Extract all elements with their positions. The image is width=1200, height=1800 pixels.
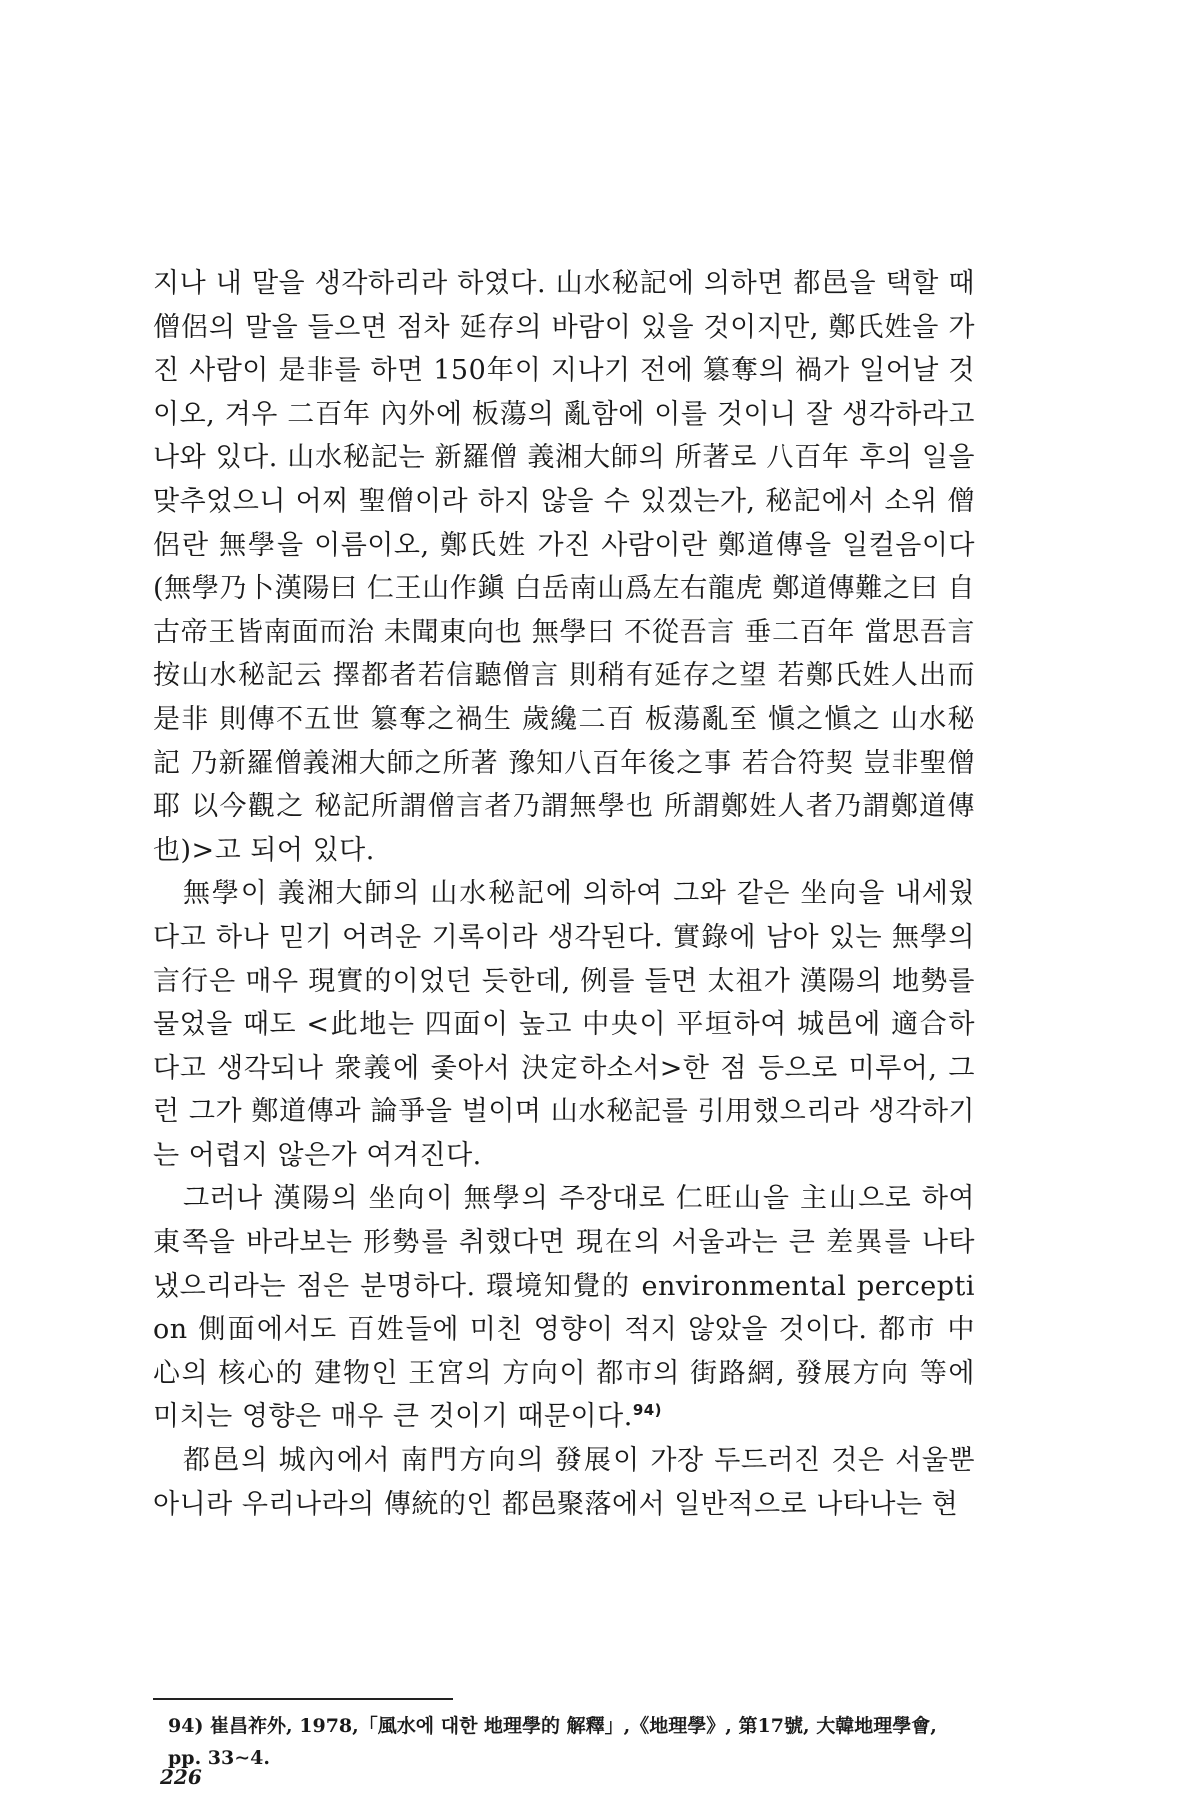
footnote-line-2: pp. 33∼4. bbox=[168, 1747, 270, 1769]
body-text bbox=[153, 262, 975, 1526]
footnote bbox=[168, 1710, 978, 1774]
paragraph-3-text: 그러나 漢陽의 坐向이 無學의 주장대로 仁旺山을 主山으로 하여 東쪽을 바라보는 形勢를 취했다면 現在의 서울과는 큰 差異를 나타냈으리라는 점은 분명하다. 環境知覺的 environmental perception 側面에서도 百姓들에 미친 영향이 적지 않았을 것이다. 都市 中心의 核心的 建物인 王宮의 方向이 都市의 街路網, 發展方向 等에 미치는 영향은 매우 큰 것이기 때문이다. bbox=[153, 1183, 975, 1433]
paragraph-2: 無學이 義湘大師의 山水秘記에 의하여 그와 같은 坐向을 내세웠다고 하나 믿기 어려운 기록이라 생각된다. 實錄에 남아 있는 無學의 言行은 매우 現實的이었던 듯한데, 例를 들면 太祖가 漢陽의 地勢를 물었을 때도 <此地는 四面이 높고 中央이 平垣하여 城邑에 適合하다고 생각되나 衆義에 좇아서 決定하소서>한 점 등으로 미루어, 그런 그가 鄭道傳과 論爭을 벌이며 山水秘記를 引用했으리라 생각하기는 어렵지 않은가 여겨진다. bbox=[153, 878, 975, 1171]
paragraph-4: 都邑의 城內에서 南門方向의 發展이 가장 두드러진 것은 서울뿐 아니라 우리나라의 傳統的인 都邑聚落에서 일반적으로 나타나는 현 bbox=[153, 1445, 975, 1520]
footnote-divider bbox=[153, 1698, 453, 1700]
footnote-line-1: 94) 崔昌祚外, 1978,「風水에 대한 地理學的 解釋」,《地理學》, 第17號, 大韓地理學會, bbox=[168, 1715, 937, 1737]
paragraph-3 bbox=[153, 1177, 975, 1439]
page-number: 226 bbox=[160, 1765, 202, 1789]
paragraph-1: 지나 내 말을 생각하리라 하였다. 山水秘記에 의하면 都邑을 택할 때 僧侶의 말을 들으면 점차 延存의 바람이 있을 것이지만, 鄭氏姓을 가진 사람이 是非를 하면 150年이 지나기 전에 簒奪의 禍가 일어날 것이오, 겨우 二百年 內外에 板蕩의 亂함에 이를 것이니 잘 생각하라고 나와 있다. 山水秘記는 新羅僧 義湘大師의 所著로 八百年 후의 일을 맞추었으니 어찌 聖僧이라 하지 않을 수 있겠는가, 秘記에서 소위 僧侶란 無學을 이름이오, 鄭氏姓 가진 사람이란 鄭道傳을 일컬음이다(無學乃卜漢陽曰 仁王山作鎭 白岳南山爲左右龍虎 鄭道傳難之曰 自古帝王皆南面而治 未聞東向也 無學曰 不從吾言 垂二百年 當思吾言 按山水秘記云 擇都者若信聽僧言 則稍有延存之望 若鄭氏姓人出而是非 則傳不五世 簒奪之禍生 歲纔二百 板蕩亂至 愼之愼之 山水秘記 乃新羅僧義湘大師之所著 豫知八百年後之事 若合符契 豈非聖僧耶 以今觀之 秘記所謂僧言者乃謂無學也 所謂鄭姓人者乃謂鄭道傳也)>고 되어 있다. bbox=[153, 268, 975, 866]
footnote-reference: 94) bbox=[632, 1401, 663, 1420]
